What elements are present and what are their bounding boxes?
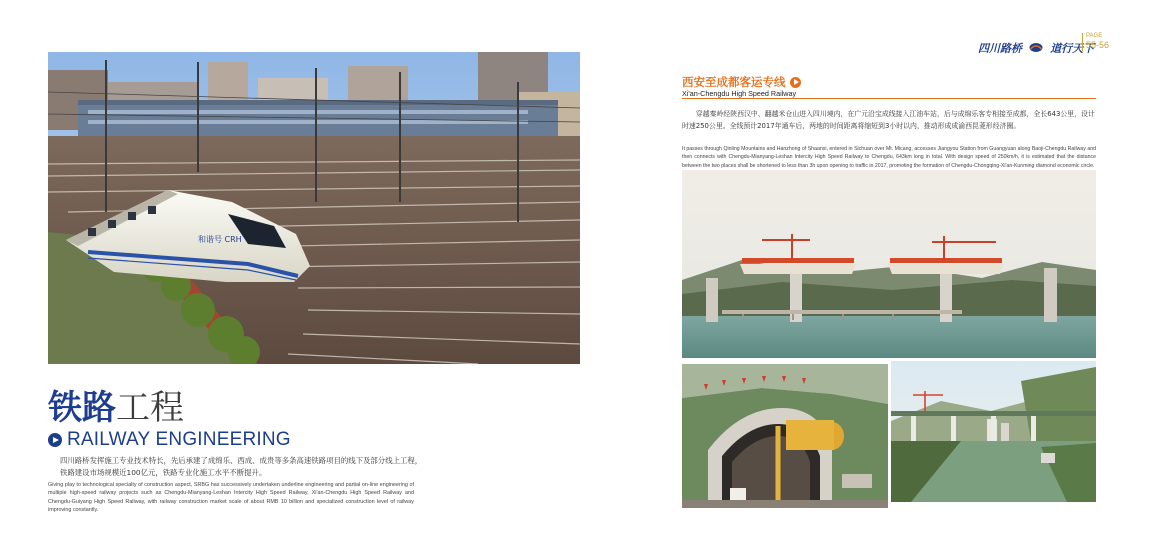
brand-right: 道行天下 xyxy=(1050,42,1095,55)
section-divider xyxy=(682,98,1096,99)
intro-paragraph-en: Giving play to technological specialty of construction aspect, SRBG has successively undertaken underline engineering and partial on-line engineering of multiple high-speed railway projects such as Chengdu-Mianyang-Leshan Intercity High Speed Railway, Xi'an-Chengdu High Speed Railway and Chengdu-Guiyang High Speed Railway, with railway construction market scale of about RMB 10 billion and specialized construction level of railway improving constantly. xyxy=(48,482,414,514)
section-title-cn: 西安至成都客运专线 xyxy=(682,75,786,89)
body-paragraph-en: It passes through Qinling Mountains and Hanzhong of Shaanxi, entered in Sichuan over Mt. Micang, accesses Jiangyou Station from Guangyuan along Baoji-Chengdu Railway and then connects with Chengdu-Mianyang-Leshan Intercity High Speed Railway to Chengdu, 643km long in total. With design speed of 250km/h, it is estimated that the distance between the two places shall be shortened to less than 3h upon opening to traffic in 2017, promoting the formation of Chengdu-Chongqing-Xi'an-Kunming diamond economic circle. xyxy=(682,146,1096,169)
brand-left: 四川路桥 xyxy=(978,42,1022,55)
viaduct-photo xyxy=(891,361,1096,502)
body-paragraph-cn: 穿越秦岭经陕西汉中、翻越米仓山进入四川境内，在广元沿宝成线接入江油车站，后与成绵乐客专相接至成都，全长643公里，设计时速250公里。全线预计2017年通车后，两地的时间距离将缩短到3小时以内，推动形成成渝西昆菱形经济圈。 xyxy=(682,110,1095,131)
section-title-en: Xi'an-Chengdu High Speed Railway xyxy=(682,89,797,98)
train-marking: 和谐号 CRH xyxy=(198,235,242,244)
play-arrow-icon xyxy=(790,77,801,88)
brand-header xyxy=(978,37,1094,56)
english-title xyxy=(48,429,291,451)
play-arrow-icon xyxy=(48,433,62,447)
page-numbers: 55-56 xyxy=(1086,40,1110,50)
company-logo-icon xyxy=(1029,42,1043,53)
title-highlight: 铁路 xyxy=(48,388,116,428)
bridge-construction-photo xyxy=(682,170,1096,358)
page-number-tag xyxy=(1082,33,1109,51)
tunnel-portal-photo xyxy=(682,364,888,508)
title-rest: 工程 xyxy=(116,388,184,428)
page-label: PAGE xyxy=(1086,33,1103,39)
section-title xyxy=(682,74,801,90)
train-photo xyxy=(48,52,580,364)
english-title-text: RAILWAY ENGINEERING xyxy=(67,429,291,450)
intro-paragraph-cn: 四川路桥发挥施工专业技术特长，先后承建了成绵乐、西成、成贵等多条高速铁路项目的线下及部分线上工程，铁路建设市场规模近100亿元，铁路专业化施工水平不断提升。 xyxy=(60,456,423,477)
page-title xyxy=(48,388,184,428)
